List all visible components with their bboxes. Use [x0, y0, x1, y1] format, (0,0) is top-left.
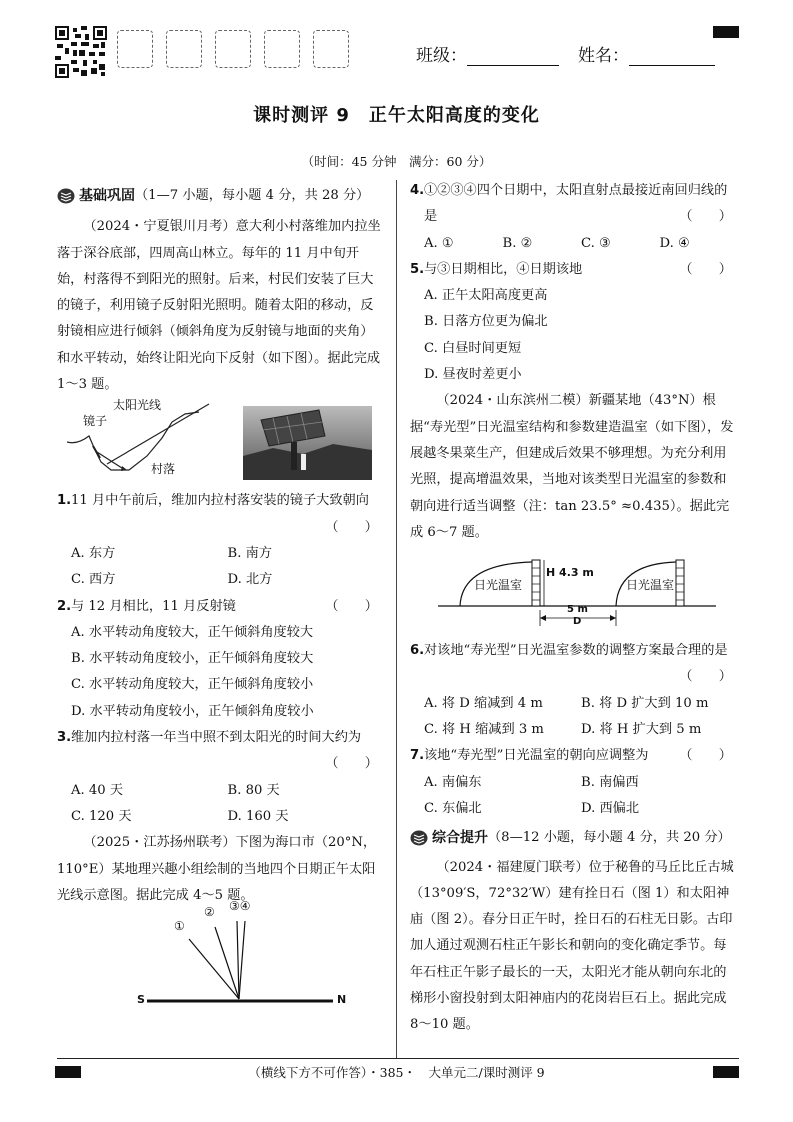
answer-blank[interactable]: （ ）: [679, 209, 732, 225]
question-number: 5.: [410, 261, 425, 277]
option-d[interactable]: D. 水平转动角度较小，正午倾斜角度较小: [71, 703, 314, 719]
question-stem: 维加内拉村落一年当中照不到太阳光的时间大约为: [71, 730, 362, 746]
options-q7: [410, 796, 738, 822]
ray-label-1: ①: [174, 919, 185, 934]
question-2: [57, 594, 384, 620]
options-q7: [410, 770, 738, 796]
label-sunlight: 太阳光线: [113, 398, 162, 413]
section-advanced-label: 综合提升: [432, 830, 488, 847]
option-b[interactable]: B. 将 D 扩大到 10 m: [581, 695, 709, 711]
intro-paragraph-2: （2025・江苏扬州联考）下图为海口市（20°N，110°E）某地理兴趣小组绘制的当地四个日期正午太阳光线示意图。据此完成 4～5 题。: [57, 835, 377, 903]
column-divider: [396, 180, 397, 1058]
option-d[interactable]: D. 160 天: [227, 808, 289, 824]
question-stem: 对该地“寿光型”日光温室参数的调整方案最合理的是: [424, 643, 728, 659]
answer-box[interactable]: [215, 30, 251, 68]
option-c[interactable]: C. ③: [581, 235, 611, 251]
section-basic-label: 基础巩固: [79, 188, 135, 204]
option-a[interactable]: A. 南偏东: [424, 774, 482, 790]
option-a[interactable]: A. 水平转动角度较大，正午倾斜角度较大: [71, 624, 314, 640]
greenhouse-label-2: 日光温室: [626, 578, 675, 593]
option-c[interactable]: C. 白昼时间更短: [424, 340, 522, 356]
question-number: 4.: [410, 183, 425, 198]
height-label: H 4.3 m: [546, 566, 594, 580]
corner-mark-top: [713, 26, 739, 38]
section-advanced-note: （8—12 小题，每小题 4 分，共 20 分）: [488, 830, 731, 846]
page-footer: （横线下方不可作答）・385・ 大单元二/课时测评 9: [248, 1065, 545, 1080]
options-q3: [57, 778, 384, 804]
answer-box[interactable]: [117, 30, 153, 68]
option-b[interactable]: B. 南偏西: [581, 774, 639, 790]
option-c[interactable]: C. 水平转动角度较大，正午倾斜角度较小: [71, 677, 314, 693]
figure-greenhouse: [410, 546, 738, 638]
class-label: 班级：: [416, 46, 467, 66]
option-a[interactable]: A. 东方: [71, 545, 116, 561]
option-a[interactable]: A. ①: [424, 235, 454, 251]
option-b[interactable]: B. ②: [502, 235, 533, 251]
options-q4: [410, 231, 738, 257]
option-d[interactable]: D. ④: [659, 235, 690, 251]
right-column: [410, 178, 738, 1039]
question-number: 6.: [410, 643, 425, 659]
greenhouse-label-1: 日光温室: [474, 578, 523, 593]
question-stem: ①②③④四个日期中，太阳直射点最接近南回归线的是: [424, 183, 728, 225]
distance-label: 5 m: [567, 604, 588, 616]
distance-symbol: D: [573, 616, 582, 628]
book-icon: [410, 830, 428, 846]
figure-mirror: [57, 400, 384, 486]
option-b[interactable]: B. 水平转动角度较小，正午倾斜角度较大: [71, 651, 314, 667]
class-input-line[interactable]: [467, 47, 559, 66]
qr-code: [55, 26, 107, 78]
option-c[interactable]: C. 东偏北: [424, 800, 482, 816]
question-stem: 与 12 月相比，11 月反射镜: [71, 598, 236, 614]
options-q6: [410, 691, 738, 717]
section-advanced-header: [410, 825, 738, 851]
options-q1: [57, 541, 384, 567]
page-title: 课时测评 9 正午太阳高度的变化: [253, 105, 540, 126]
answer-blank[interactable]: （ ）: [679, 261, 732, 277]
option-b[interactable]: B. 南方: [227, 545, 272, 561]
question-1: [57, 488, 384, 541]
bottom-rule: [57, 1058, 739, 1059]
option-d[interactable]: D. 昼夜时差更小: [424, 367, 522, 383]
name-field: [578, 41, 715, 66]
answer-blank[interactable]: （ ）: [679, 748, 732, 764]
question-number: 1.: [57, 493, 72, 509]
answer-box[interactable]: [264, 30, 300, 68]
ray-label-2: ②: [204, 905, 215, 920]
option-d[interactable]: D. 北方: [227, 572, 273, 588]
question-stem: 与③日期相比，④日期该地: [424, 261, 583, 277]
ray-label-34: ③④: [229, 899, 251, 914]
answer-blank[interactable]: （ ）: [325, 519, 378, 535]
answer-blank[interactable]: （ ）: [679, 669, 732, 685]
section-basic-note: （1—7 小题，每小题 4 分，共 28 分）: [135, 188, 370, 203]
question-stem: 该地“寿光型”日光温室的朝向应调整为: [424, 748, 649, 764]
option-b[interactable]: B. 80 天: [227, 782, 280, 798]
question-5: [410, 257, 738, 283]
option-c[interactable]: C. 将 H 缩减到 3 m: [424, 722, 544, 738]
option-a[interactable]: A. 正午太阳高度更高: [424, 288, 548, 304]
label-mirror: 镜子: [83, 414, 108, 429]
option-a[interactable]: A. 将 D 缩减到 4 m: [424, 695, 543, 711]
option-b[interactable]: B. 日落方位更为偏北: [424, 314, 548, 330]
answer-box[interactable]: [313, 30, 349, 68]
south-label: S: [137, 993, 145, 1007]
name-label: 姓名：: [578, 46, 629, 66]
answer-blank[interactable]: （ ）: [325, 598, 378, 614]
question-4: [410, 178, 738, 231]
intro-paragraph-1: （2024・宁夏银川月考）意大利小村落维加内拉坐落于深谷底部，四周高山林立。每年的 11 月中旬开始，村落得不到阳光的照射。后来，村民们安装了巨大的镜子，利用镜子反射阳光照明。随着太阳的移动，反射镜相应进行倾斜（倾斜角度为反射镜与地面的夹角）和水平转动，始终让阳光向下反射（如下图）。据此完成 1～3 题。: [57, 219, 381, 393]
name-input-line[interactable]: [629, 47, 715, 66]
valley-diagram: [67, 400, 227, 484]
left-column: [57, 183, 384, 1009]
question-6: [410, 638, 738, 691]
option-c[interactable]: C. 西方: [71, 572, 116, 588]
options-q6: [410, 717, 738, 743]
mirror-photo: [243, 406, 372, 480]
answer-box[interactable]: [166, 30, 202, 68]
book-icon: [57, 188, 75, 204]
page-subtitle: （时间：45 分钟 满分：60 分）: [301, 154, 492, 169]
question-7: [410, 743, 738, 769]
section-basic-header: [57, 183, 384, 209]
question-number: 3.: [57, 730, 72, 746]
sun-rays-diagram: [137, 917, 347, 1007]
option-d[interactable]: D. 将 H 扩大到 5 m: [581, 722, 702, 738]
options-q3: [57, 804, 384, 830]
figure-sun-rays: [57, 899, 384, 1009]
label-village: 村落: [151, 462, 176, 477]
option-d[interactable]: D. 西偏北: [581, 800, 640, 816]
options-q1: [57, 567, 384, 593]
question-number: 7.: [410, 748, 425, 764]
question-stem: 11 月中午前后，维加内拉村落安装的镜子大致朝向: [71, 493, 369, 509]
intro-paragraph-3: （2024・山东滨州二模）新疆某地（43°N）根据“寿光型”日光温室结构和参数建造温室（如下图），发展越冬果菜生产，但建成后效果不够理想。为充分利用光照，提高增温效果，当地对该类型日光温室的参数和朝向进行适当调整（注：tan 23.5° ≈0.435）。据此完成 6～7 题。: [410, 393, 734, 540]
intro-paragraph-4: （2024・福建厦门联考）位于秘鲁的马丘比丘古城（13°09′S，72°32′W）建有拴日石（图 1）和太阳神庙（图 2）。春分日正午时，拴日石的石柱无日影。古印加人通过观测石柱正午影长和朝向的变化确定季节。每年石柱正午影子最长的一天，太阳光才能从朝向东北的梯形小窗投射到太阳神庙内的花岗岩巨石上。据此完成 8～10 题。: [410, 859, 734, 1033]
north-label: N: [337, 993, 347, 1007]
question-number: 2.: [57, 598, 72, 614]
option-c[interactable]: C. 120 天: [71, 808, 132, 824]
answer-blank[interactable]: （ ）: [325, 756, 378, 772]
question-3: [57, 725, 384, 778]
option-a[interactable]: A. 40 天: [71, 782, 124, 798]
class-field: [416, 41, 559, 66]
